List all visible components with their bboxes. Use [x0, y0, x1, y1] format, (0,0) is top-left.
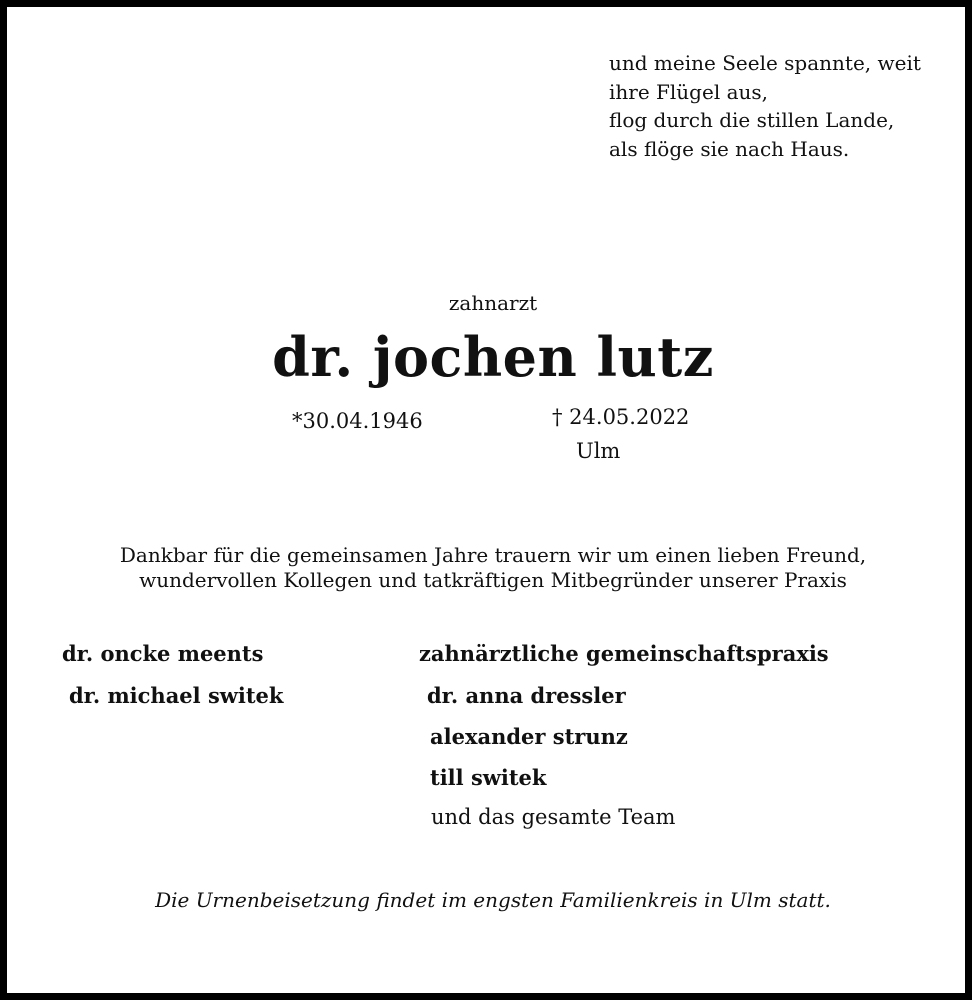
birth-date: *30.04.1946	[292, 409, 423, 433]
thanks-text	[7, 543, 972, 593]
deceased-profession: zahnarzt	[448, 291, 538, 315]
poem-line: und meine Seele spannte, weit	[609, 51, 921, 75]
poem-line: als flöge sie nach Haus.	[609, 136, 850, 161]
burial-note: Die Urnenbeisetzung findet im engsten Familienkreis in Ulm statt.	[155, 888, 831, 912]
poem-verse	[609, 49, 921, 163]
signatory-left: dr. michael switek	[69, 683, 284, 708]
team-signature: und das gesamte Team	[431, 805, 676, 829]
death-date: † 24.05.2022	[552, 405, 690, 429]
death-place: Ulm	[576, 439, 621, 463]
poem-line: ihre Flügel aus,	[609, 79, 769, 104]
poem-line: flog durch die stillen Lande,	[609, 108, 895, 132]
signatory-right: dr. anna dressler	[427, 683, 626, 708]
practice-name: zahnärztliche gemeinschaftspraxis	[419, 641, 829, 666]
signatory-left: dr. oncke meents	[62, 641, 264, 666]
thanks-line: wundervollen Kollegen und tatkräftigen Mitbegründer unserer Praxis	[139, 568, 847, 592]
thanks-line: Dankbar für die gemeinsamen Jahre trauern wir um einen lieben Freund,	[119, 543, 867, 567]
signatory-right: till switek	[430, 765, 547, 790]
signatory-right: alexander strunz	[430, 724, 628, 749]
deceased-name: dr. jochen lutz	[272, 325, 714, 389]
